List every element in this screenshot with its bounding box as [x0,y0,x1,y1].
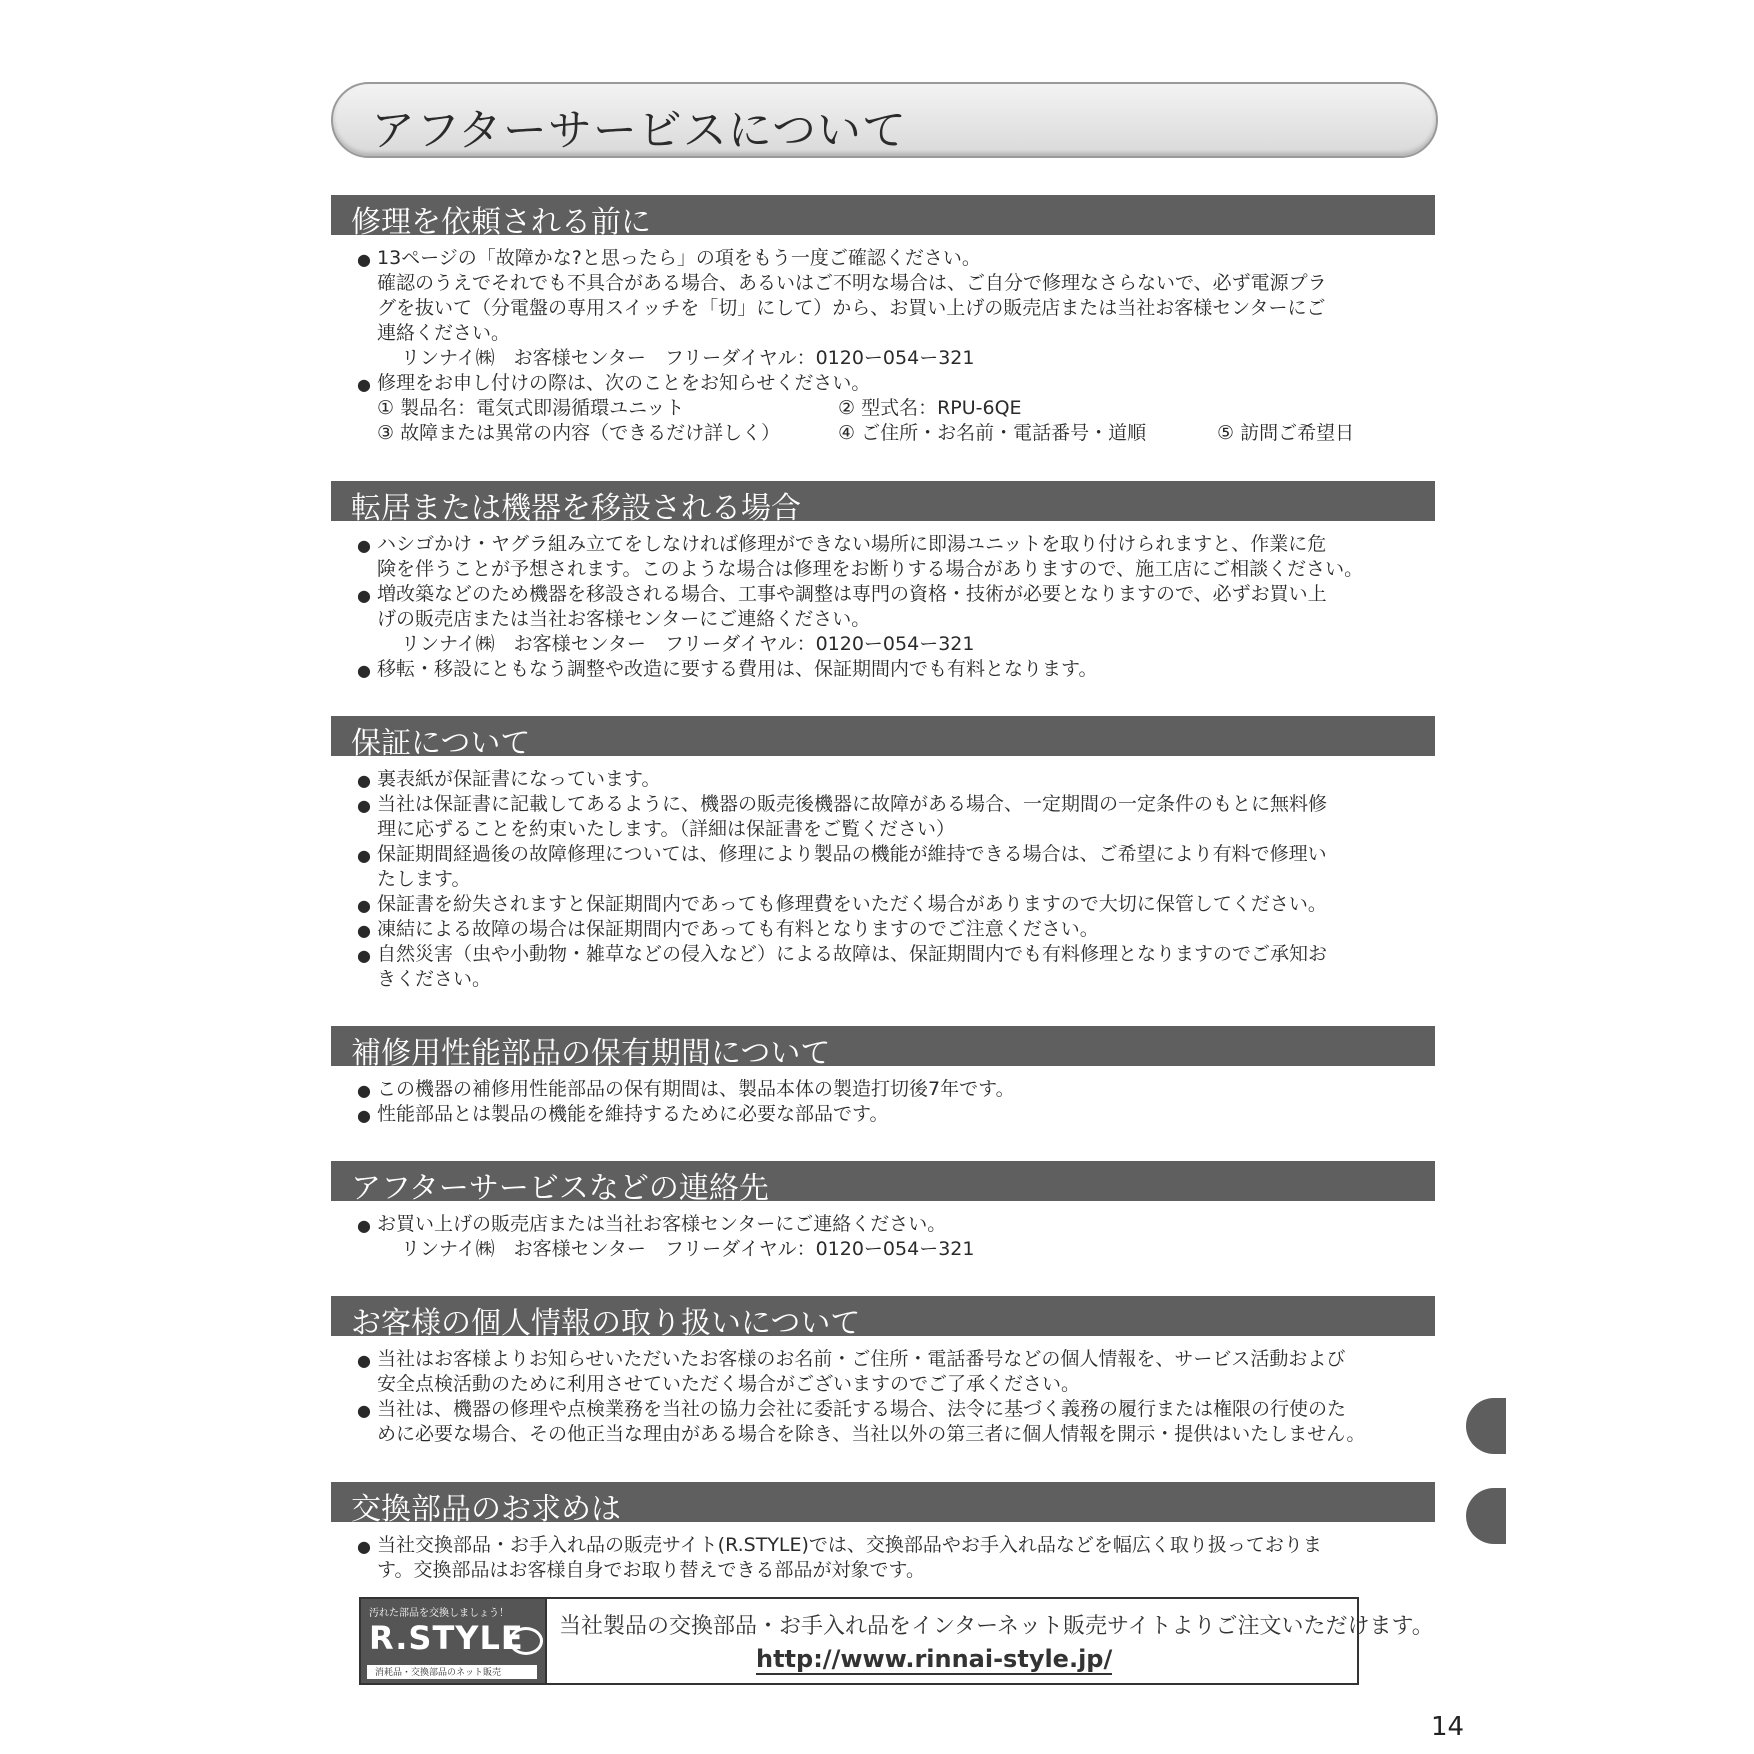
section-heading-text: 修理を依頼される前に [351,205,651,240]
section-heading-text: 保証について [351,726,531,761]
section-heading-contact [331,1161,1435,1206]
text-line: 修理をお申し付けの際は、次のことをお知らせください。 [377,372,871,394]
bullet-icon: ● [357,946,371,965]
contact-line: リンナイ㈱ お客様センター フリーダイヤル：0120ー054ー321 [401,633,975,655]
bullet-icon: ● [357,771,371,790]
text-line: ⑤ 訪問ご希望日 [1217,422,1355,444]
side-index-tab [1466,1398,1506,1454]
text-line: 保証期間経過後の故障修理については、修理により製品の機能が維持できる場合は、ご希望により有料で修理い [377,843,1327,865]
section-heading-parts-order [331,1482,1435,1527]
bullet-icon: ● [357,250,371,269]
text-line: たします。 [377,868,471,890]
section-heading-text: アフターサービスなどの連絡先 [351,1171,769,1206]
text-line: 自然災害（虫や小動物・雑草などの侵入など）による故障は、保証期間内でも有料修理となりますのでご承知お [377,943,1328,965]
text-line: 安全点検活動のために利用させていただく場合がございますのでご了承ください。 [377,1373,1081,1395]
text-line: ④ ご住所・お名前・電話番号・道順 [838,422,1147,444]
section-heading-relocation [331,481,1435,526]
text-line: す。交換部品はお客様自身でお取り替えできる部品が対象です。 [377,1559,925,1581]
contact-line: リンナイ㈱ お客様センター フリーダイヤル：0120ー054ー321 [401,347,975,369]
text-line: 当社は保証書に記載してあるように、機器の販売後機器に故障がある場合、一定期間の一定条件のもとに無料修 [377,793,1328,815]
text-line: ハシゴかけ・ヤグラ組み立てをしなければ修理ができない場所に即湯ユニットを取り付けられますと、作業に危 [377,533,1327,555]
side-index-tab [1466,1488,1506,1544]
text-line: げの販売店または当社お客様センターにご連絡ください。 [377,608,871,630]
banner-text: 当社製品の交換部品・お手入れ品をインターネット販売サイトよりご注文いただけます。 [559,1614,1434,1639]
text-line: 当社交換部品・お手入れ品の販売サイト(R.STYLE)では、交換部品やお手入れ品などを幅広く取り扱っておりま [377,1534,1322,1556]
section-heading-repair [331,195,1435,240]
text-line: 増改築などのため機器を移設される場合、工事や調整は専門の資格・技術が必要となりますので、必ずお買い上 [377,583,1327,605]
logo-brand: R.STYLE [369,1619,524,1657]
text-line: 凍結による故障の場合は保証期間内であっても有料となりますのでご注意ください。 [377,918,1099,940]
bullet-icon: ● [357,586,371,605]
bullet-icon: ● [357,1216,371,1235]
bullet-icon: ● [357,921,371,940]
text-line: 性能部品とは製品の機能を維持するために必要な部品です。 [377,1103,889,1125]
bullet-icon: ● [357,1537,371,1556]
rstyle-url-link[interactable]: http://www.rinnai-style.jp/ [756,1645,1113,1673]
rstyle-logo [361,1599,547,1683]
text-line: 13ページの「故障かな?と思ったら」の項をもう一度ご確認ください。 [377,247,981,269]
rstyle-badge-icon [509,1627,543,1655]
bullet-icon: ● [357,896,371,915]
bullet-icon: ● [357,536,371,555]
section-heading-text: お客様の個人情報の取り扱いについて [351,1306,861,1341]
text-line: めに必要な場合、その他正当な理由がある場合を除き、当社以外の第三者に個人情報を開示・提供はいたしません。 [377,1423,1366,1445]
text-line: お買い上げの販売店または当社お客様センターにご連絡ください。 [377,1213,947,1235]
text-line: ② 型式名：RPU-6QE [838,397,1022,419]
section-heading-warranty [331,716,1435,761]
section-heading-text: 転居または機器を移設される場合 [351,491,801,526]
bullet-icon: ● [357,846,371,865]
text-line: 裏表紙が保証書になっています。 [377,768,661,790]
bullet-icon: ● [357,1106,371,1125]
text-line: 連絡ください。 [377,322,511,344]
rstyle-banner [359,1597,1434,1685]
bullet-icon: ● [357,1081,371,1100]
text-line: 保証書を紛失されますと保証期間内であっても修理費をいただく場合がありますので大切に保管してください。 [377,893,1327,915]
text-line: 移転・移設にともなう調整や改造に要する費用は、保証期間内でも有料となります。 [377,658,1098,680]
text-line: 当社は、機器の修理や点検業務を当社の協力会社に委託する場合、法令に基づく義務の履行または権限の行使のた [377,1398,1347,1420]
section-heading-privacy [331,1296,1435,1341]
text-line: 理に応ずることを約束いたします。（詳細は保証書をご覧ください） [377,818,955,840]
bullet-icon: ● [357,1401,371,1420]
bullet-icon: ● [357,375,371,394]
text-line: ③ 故障または異常の内容（できるだけ詳しく） [377,422,781,444]
page-title: アフターサービスについて [371,105,908,156]
section-heading-parts-period [331,1026,1435,1071]
logo-tagline: 汚れた部品を交換しましょう！ [369,1608,509,1619]
page-title-pill [331,82,1438,158]
text-line: 当社はお客様よりお知らせいただいたお客様のお名前・ご住所・電話番号などの個人情報を、サービス活動および [377,1348,1346,1370]
section-heading-text: 補修用性能部品の保有期間について [351,1036,831,1071]
text-line: 険を伴うことが予想されます。このような場合は修理をお断りする場合がありますので、施工店にご相談ください。 [377,558,1364,580]
logo-subtitle: 消耗品・交換部品のネット販売 [375,1668,502,1678]
text-line: 確認のうえでそれでも不具合がある場合、あるいはご不明な場合は、ご自分で修理なさらないで、必ず電源プラ [377,272,1327,294]
text-line: グを抜いて（分電盤の専用スイッチを「切」にして）から、お買い上げの販売店または当社お客様センターにご [377,297,1326,319]
text-line: きください。 [377,968,492,990]
contact-line: リンナイ㈱ お客様センター フリーダイヤル：0120ー054ー321 [401,1238,975,1260]
text-line: この機器の補修用性能部品の保有期間は、製品本体の製造打切後7年です。 [377,1078,1015,1100]
bullet-icon: ● [357,661,371,680]
bullet-icon: ● [357,796,371,815]
bullet-icon: ● [357,1351,371,1370]
text-line: ① 製品名：電気式即湯循環ユニット [377,397,685,419]
section-heading-text: 交換部品のお求めは [351,1492,621,1527]
page-number: 14 [1431,1712,1465,1742]
